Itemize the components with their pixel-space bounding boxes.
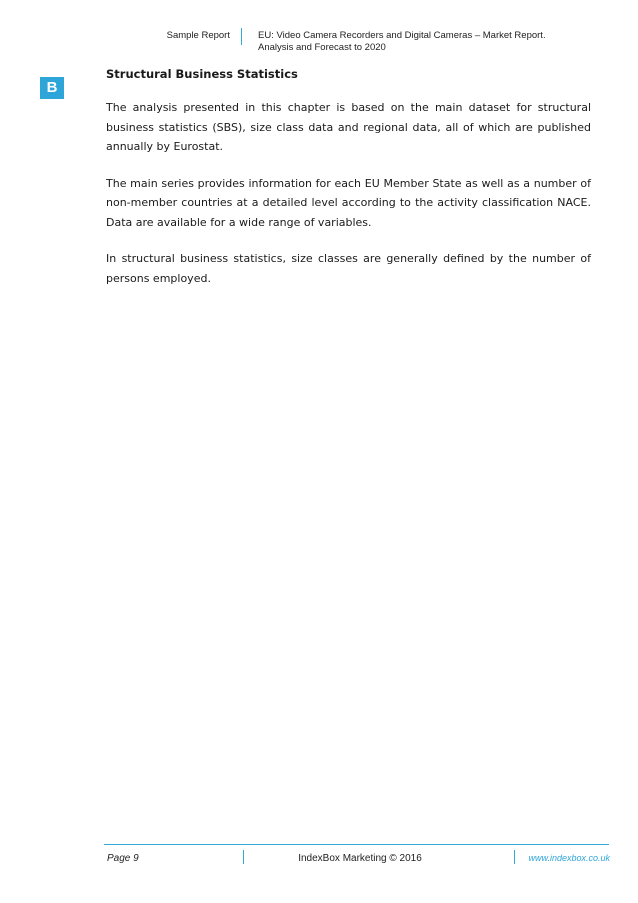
section-content (106, 66, 591, 305)
header-divider (241, 28, 242, 45)
section-title: Structural Business Statistics (106, 67, 298, 81)
section-badge-icon: B (40, 77, 64, 99)
footer-separator-2 (514, 850, 515, 864)
header-report-type: Sample Report (166, 30, 230, 41)
header-title-line-1: EU: Video Camera Recorders and Digital Cameras – Market Report. (258, 30, 546, 41)
footer-website-link[interactable]: www.indexbox.co.uk (528, 853, 610, 863)
footer-divider (104, 844, 609, 845)
paragraph-1: The analysis presented in this chapter is based on the main dataset for structural business statistics (SBS), size class data and regional data, all of which are published annually by Eurostat. (106, 101, 591, 153)
header-title-line-2: Analysis and Forecast to 2020 (258, 41, 386, 53)
paragraph-2: The main series provides information for each EU Member State as well as a number of non-member countries at a detailed level according to the activity classification NACE. Data are available for a wide range of variables. (106, 176, 591, 229)
header-report-title (258, 30, 588, 53)
footer-copyright: IndexBox Marketing © 2016 (298, 853, 422, 864)
footer-separator-1 (243, 850, 244, 864)
paragraph-3: In structural business statistics, size classes are generally defined by the number of persons employed. (106, 252, 591, 285)
footer-page-number: Page 9 (107, 853, 139, 864)
